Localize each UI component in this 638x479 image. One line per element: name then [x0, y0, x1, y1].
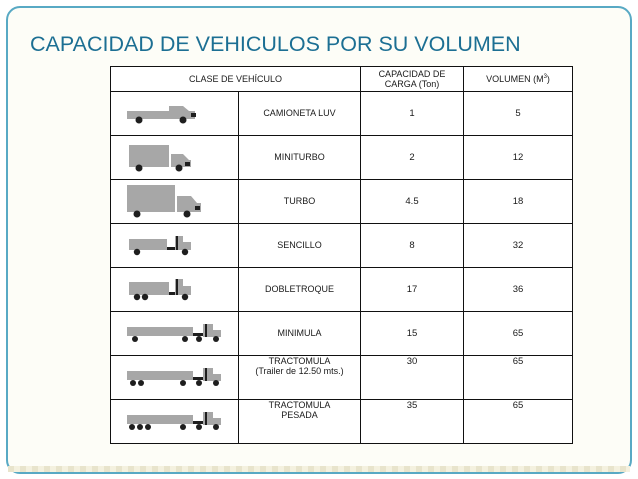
header-volume-text: VOLUMEN (M — [486, 73, 544, 84]
vehicle-image-cell — [111, 180, 239, 224]
table-row — [111, 92, 573, 136]
slide-title: CAPACIDAD DE VEHICULOS POR SU VOLUMEN — [30, 32, 521, 56]
vehicle-name-cell — [239, 224, 361, 268]
capacity-cell: 1 — [361, 92, 464, 136]
vehicle-name: TRACTOMULA — [268, 356, 331, 366]
table-row — [111, 268, 573, 312]
capacity-cell: 4.5 — [361, 180, 464, 224]
volume-cell: 65 — [464, 312, 573, 356]
volume-cell: 18 — [464, 180, 573, 224]
vehicle-image-cell — [111, 356, 239, 400]
tandem-truck-icon — [125, 277, 205, 303]
vehicle-name: TURBO — [283, 196, 316, 207]
volume-cell: 36 — [464, 268, 573, 312]
box-truck-large-icon — [125, 184, 209, 220]
table-row — [111, 180, 573, 224]
capacity-cell: 15 — [361, 312, 464, 356]
header-volume — [464, 67, 573, 92]
table-row — [111, 356, 573, 400]
vehicle-name-cell — [239, 356, 361, 400]
header-volume-superscript: 3 — [543, 73, 547, 80]
semi-trailer-icon — [125, 322, 229, 346]
volume-cell: 5 — [464, 92, 573, 136]
volume-cell: 32 — [464, 224, 573, 268]
vehicle-image-cell — [111, 400, 239, 444]
vehicle-name-sub: PESADA — [281, 410, 318, 421]
bottom-decorative-strip — [8, 466, 630, 472]
vehicle-image-cell — [111, 136, 239, 180]
vehicle-name: MINIMULA — [277, 328, 322, 339]
table-row — [111, 224, 573, 268]
vehicle-image-cell — [111, 268, 239, 312]
vehicle-image-cell — [111, 92, 239, 136]
vehicle-name-cell — [239, 92, 361, 136]
header-capacity-line1: CAPACIDAD DE — [378, 68, 446, 79]
capacity-cell: 2 — [361, 136, 464, 180]
vehicle-name-cell — [239, 400, 361, 444]
table-row — [111, 136, 573, 180]
pickup-truck-icon — [125, 101, 205, 127]
vehicle-name-sub: (Trailer de 12.50 mts.) — [255, 366, 344, 377]
vehicle-image-cell — [111, 224, 239, 268]
vehicle-name: TRACTOMULA — [268, 400, 331, 410]
header-volume-close: ) — [546, 73, 550, 84]
header-capacity-line2: CARGA (Ton) — [384, 79, 440, 89]
table-row — [111, 312, 573, 356]
capacity-cell: 17 — [361, 268, 464, 312]
header-capacity — [361, 67, 464, 92]
vehicle-name: DOBLETROQUE — [264, 284, 334, 295]
box-truck-small-icon — [125, 142, 205, 174]
header-vehicle-class: CLASE DE VEHÍCULO — [111, 67, 361, 92]
vehicle-name: SENCILLO — [277, 240, 322, 251]
vehicle-name: MINITURBO — [274, 152, 325, 163]
vehicle-name-cell — [239, 180, 361, 224]
vehicle-name-cell — [239, 136, 361, 180]
capacity-cell: 35 — [361, 400, 464, 444]
table-row — [111, 400, 573, 444]
table-header-row — [111, 67, 573, 92]
volume-cell: 65 — [464, 356, 573, 400]
vehicle-image-cell — [111, 312, 239, 356]
volume-cell: 65 — [464, 400, 573, 444]
vehicle-capacity-table — [110, 66, 573, 444]
vehicle-name-cell — [239, 268, 361, 312]
capacity-cell: 30 — [361, 356, 464, 400]
tractor-trailer-icon — [125, 366, 229, 390]
heavy-tractor-trailer-icon — [125, 410, 229, 434]
volume-cell: 12 — [464, 136, 573, 180]
vehicle-name-cell — [239, 312, 361, 356]
capacity-cell: 8 — [361, 224, 464, 268]
rigid-truck-icon — [125, 234, 205, 258]
vehicle-name: CAMIONETA LUV — [263, 108, 336, 119]
